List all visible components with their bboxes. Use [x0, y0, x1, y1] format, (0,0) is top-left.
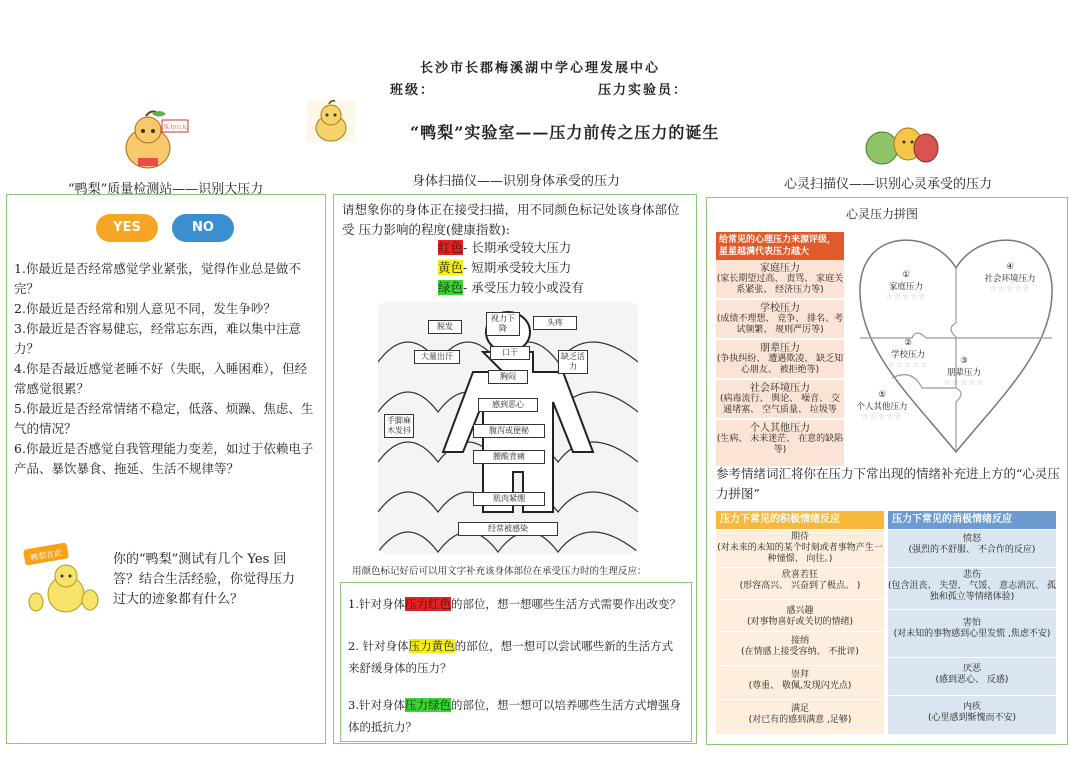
- emotion-item: 愤怒 (强烈的不舒服、 不合作的反应): [888, 530, 1056, 568]
- body-label: 脱发: [428, 320, 462, 334]
- body-label: 经常被感染: [458, 522, 558, 536]
- legend: [438, 238, 584, 298]
- yes-badge: YES: [96, 214, 158, 242]
- puzzle-piece-personal: ⑤ 个人其他压力 ☆☆☆☆☆: [856, 390, 908, 421]
- pear-sign-icon: [22, 540, 102, 616]
- question-green: 3.针对身体压力绿色的部位，想一想可以培养哪些生活方式增强身体的抵抗力？: [348, 698, 681, 734]
- source-peer: 朋辈压力 (争执纠纷、 遭遇欺凌、 缺乏知心朋友、 被拒绝等): [716, 340, 844, 380]
- stress-source-list: [716, 260, 844, 466]
- emotion-instruction: 参考情绪词汇将你在压力下常出现的情绪补充进上方的“心灵压力拼图”: [716, 466, 1060, 501]
- body-label: 肌肉紧绷: [473, 492, 545, 506]
- body-label: 大量出汗: [414, 350, 460, 364]
- source-personal: 个人其他压力 (生病、 未来迷茫、 在意的缺陷等): [716, 420, 844, 466]
- school-name: 长沙市长郡梅溪湖中学心理发展中心: [420, 61, 661, 76]
- col1-title: “鸭梨”质量检测站——识别大压力: [68, 182, 264, 197]
- source-school: 学校压力 (成绩不理想、 竞争、 排名、考试频繁、 规则严厉等): [716, 300, 844, 340]
- bottom-question: 你的“鸭梨”测试有几个 Yes 回答？结合生活经验，你觉得压力过大的迹象都有什么？: [113, 552, 296, 607]
- question-yellow: 2. 针对身体压力黄色的部位，想一想可以尝试哪些新的生活方式来舒缓身体的压力？: [348, 639, 674, 675]
- puzzle-piece-school: ② 学校压力 ☆☆☆☆☆: [887, 338, 929, 369]
- emotion-item: 害怕 (对未知的事物感到心里发慌 ,焦虑不安): [888, 610, 1056, 658]
- emotion-item: 崇拜 (尊重、 敬佩,发现闪光点): [716, 666, 884, 700]
- puzzle-title: 心灵压力拼图: [846, 207, 919, 221]
- badge-text: 压力山大: [162, 124, 188, 131]
- tester-label: 压力实验员：: [598, 83, 689, 98]
- pear-mascot-left: [118, 110, 190, 172]
- body-label: 胸闷: [488, 370, 528, 384]
- negative-emotion-header: 压力下常见的消极情绪反应: [888, 511, 1056, 529]
- main-title: “鸭梨”实验室——压力前传之压力的诞生: [410, 123, 720, 142]
- scan-caption: 用颜色标记好后可以用文字补充该身体部位在承受压力时的生理反应：: [352, 566, 647, 577]
- emotion-item: 接纳 (在情感上接受容纳、 不批评): [716, 632, 884, 666]
- body-label: 头疼: [533, 316, 577, 330]
- question-red: 1.针对身体压力红色的部位，想一想哪些生活方式需要作出改变？: [348, 597, 681, 611]
- class-label: 班级：: [390, 83, 436, 98]
- col2-title: 身体扫描仪——识别身体承受的压力: [412, 174, 621, 189]
- positive-emotion-list: [716, 530, 884, 734]
- emotion-item: 悲伤 (包含沮丧、 失望、 气馁、 意志消沉、 孤独和孤立等情绪体验): [888, 568, 1056, 610]
- legend-green: 绿色- 承受压力较小或没有: [438, 280, 584, 295]
- pear-mascot-right: [860, 118, 940, 170]
- pear-tag-text: 鸭梨在此: [29, 548, 63, 563]
- question-item: 5.你最近是否经常情绪不稳定，低落、烦躁、焦虑、生气的情况？: [14, 401, 314, 436]
- emotion-item: 内疚 (心里感到惭愧而不安): [888, 696, 1056, 734]
- no-badge: NO: [172, 214, 234, 242]
- negative-emotion-list: [888, 530, 1056, 734]
- emotion-item: 满足 (对已有的感到满意 ,足够): [716, 700, 884, 734]
- pear-mascot-center: [305, 98, 357, 144]
- body-scan-figure: [378, 302, 638, 554]
- question-item: 1.你最近是否经常感觉学业紧张，觉得作业总是做不完？: [14, 261, 301, 296]
- body-label: 手脚麻木发抖: [384, 414, 414, 438]
- emotion-item: 感兴趣 (对事物喜好或关切的情绪): [716, 600, 884, 632]
- col3-title: 心灵扫描仪——识别心灵承受的压力: [784, 177, 993, 192]
- positive-emotion-header: 压力下常见的积极情绪反应: [716, 511, 884, 529]
- puzzle-piece-peer: ③ 朋辈压力 ☆☆☆☆☆: [943, 356, 985, 387]
- emotion-item: 欣喜若狂 (形容高兴、 兴奋到了极点。 ): [716, 568, 884, 600]
- body-label: 感到恶心: [478, 398, 538, 412]
- source-family: 家庭压力 (家长期望过高、 责骂、 家庭关系紧张、 经济压力等): [716, 260, 844, 300]
- stress-source-header: 给常见的心理压力来源评级，星星越满代表压力越大: [716, 232, 844, 260]
- body-label: 口干: [490, 346, 530, 360]
- puzzle-piece-family: ① 家庭压力 ☆☆☆☆☆: [885, 270, 927, 301]
- question-item: 4.你是否最近感觉老睡不好（失眠，入睡困难），但经常感觉很累？: [14, 361, 308, 396]
- scan-intro: 请想象你的身体正在接受扫描，用不同颜色标记处该身体部位受 压力影响的程度(健康指数):: [342, 202, 680, 237]
- legend-red: 红色- 长期承受较大压力: [438, 240, 572, 255]
- question-item: 3.你最近是否容易健忘，经常忘东西，难以集中注意力？: [14, 321, 301, 356]
- body-label: 腹泻或便秘: [473, 424, 545, 438]
- questions-list: [14, 259, 319, 479]
- emotion-item: 厌恶 (感到恶心、 反感): [888, 658, 1056, 696]
- question-item: 2.你最近是否经常和别人意见不同，发生争吵？: [14, 301, 276, 316]
- body-label: 视力下降: [486, 312, 520, 336]
- source-society: 社会环境压力 (病毒流行、 舆论、 噪音、 交通堵塞、 空气质量、 垃圾等: [716, 380, 844, 420]
- question-item: 6.你最近是否感觉自我管理能力变差，如过于依赖电子产品、暴饮暴食、拖延、生活不规律等？: [14, 441, 314, 476]
- puzzle-piece-society: ④ 社会环境压力 ☆☆☆☆☆: [984, 262, 1036, 293]
- emotion-item: 期待 (对未来的未知的某个时刻或者事物产生一种憧憬、 向往。): [716, 530, 884, 568]
- legend-yellow: 黄色- 短期承受较大压力: [438, 260, 572, 275]
- body-label: 腰酸背痛: [473, 450, 545, 464]
- body-label: 缺乏活力: [558, 350, 588, 374]
